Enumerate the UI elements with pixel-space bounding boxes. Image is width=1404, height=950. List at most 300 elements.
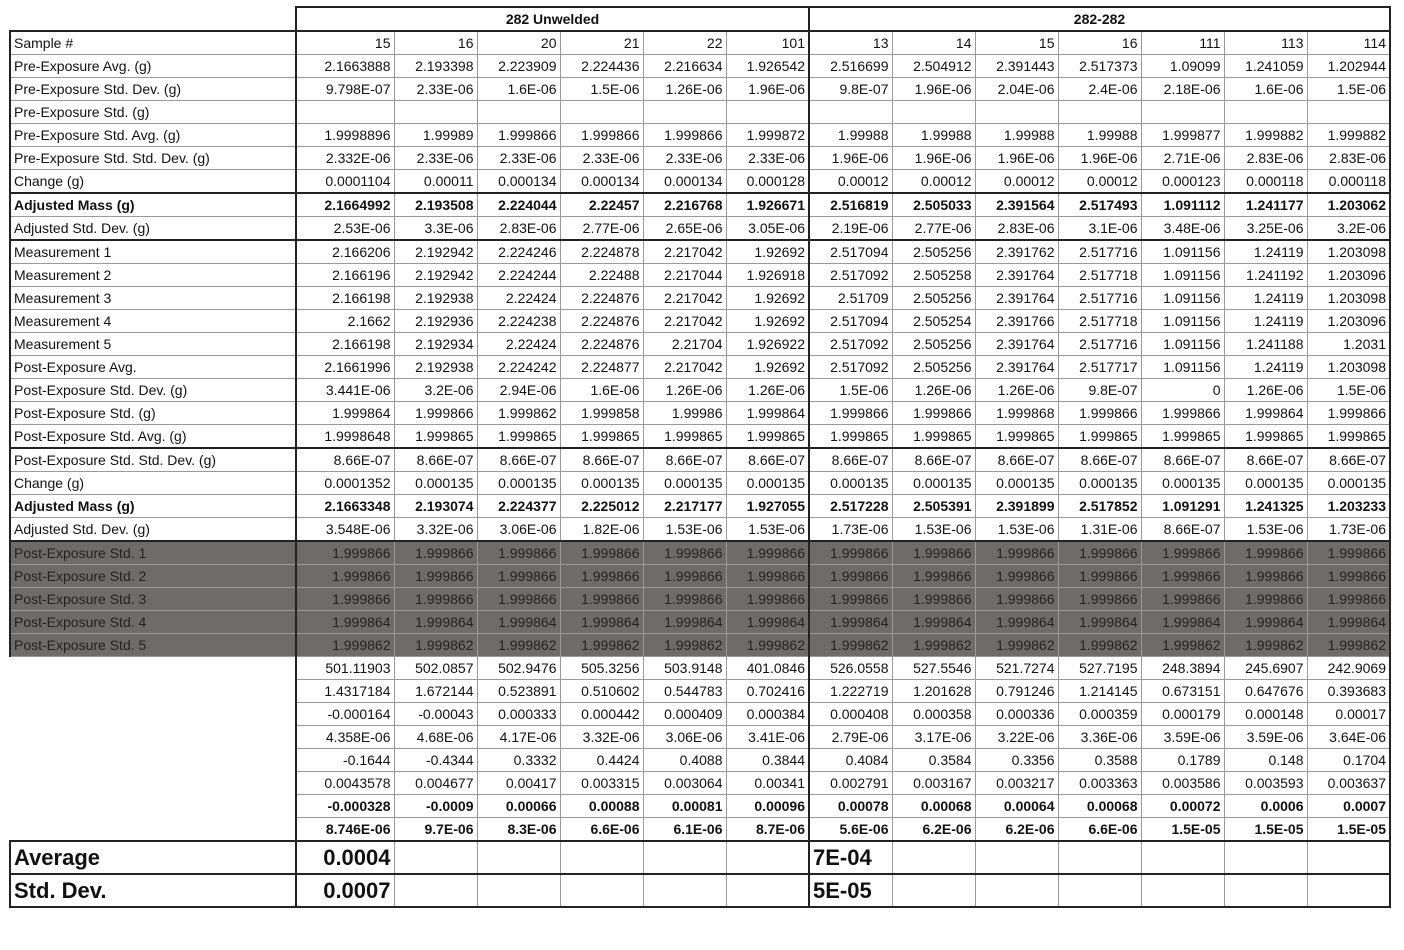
sample-number: 15 <box>975 31 1058 55</box>
data-cell: 2.391764 <box>975 287 1058 310</box>
data-cell: 2.517092 <box>809 356 892 379</box>
empty-cell <box>643 841 726 874</box>
data-cell: 1.999866 <box>477 565 560 588</box>
data-cell: 1.5E-05 <box>1224 818 1307 842</box>
data-cell: 0.00068 <box>1058 795 1141 818</box>
data-cell: 6.2E-06 <box>975 818 1058 842</box>
data-cell: 1.214145 <box>1058 680 1141 703</box>
table-row <box>10 472 1390 495</box>
data-cell: 2.223909 <box>477 55 560 78</box>
data-cell: 8.66E-07 <box>560 448 643 472</box>
data-cell: 505.3256 <box>560 657 643 680</box>
data-cell: 0.510602 <box>560 680 643 703</box>
table-row <box>10 795 1390 818</box>
data-cell: 0.000135 <box>726 472 809 495</box>
data-cell: 8.66E-07 <box>296 448 394 472</box>
data-cell: 1.203096 <box>1307 310 1390 333</box>
data-cell: 1.26E-06 <box>1224 379 1307 402</box>
data-cell: 1.73E-06 <box>1307 518 1390 542</box>
data-cell: 0.000408 <box>809 703 892 726</box>
data-cell: 0.00011 <box>394 170 477 194</box>
data-cell: 2.22424 <box>477 333 560 356</box>
data-cell: 2.192936 <box>394 310 477 333</box>
summary-value-282-282: 5E-05 <box>809 874 892 907</box>
data-cell: 1.999866 <box>296 565 394 588</box>
data-cell: 2.517094 <box>809 310 892 333</box>
data-cell: 1.999864 <box>809 611 892 634</box>
sample-number: 14 <box>892 31 975 55</box>
data-cell: 2.33E-06 <box>643 147 726 170</box>
row-label: Pre-Exposure Std. (g) <box>10 101 296 124</box>
data-cell: 2.83E-06 <box>477 217 560 241</box>
data-table <box>9 6 1391 908</box>
table-row <box>10 448 1390 472</box>
sample-number: 16 <box>394 31 477 55</box>
data-cell: 0.000118 <box>1224 170 1307 194</box>
data-cell: 1.99988 <box>1058 124 1141 147</box>
data-cell: 1.999872 <box>726 124 809 147</box>
data-cell: 2.332E-06 <box>296 147 394 170</box>
data-cell: 1.999862 <box>477 402 560 425</box>
data-cell: 1.82E-06 <box>560 518 643 542</box>
data-cell: 9.8E-07 <box>809 78 892 101</box>
data-cell: 1.999866 <box>726 541 809 565</box>
data-cell: 1.6E-06 <box>1224 78 1307 101</box>
data-cell: 0.0007 <box>1307 795 1390 818</box>
data-cell: 2.4E-06 <box>1058 78 1141 101</box>
data-cell: 0.00096 <box>726 795 809 818</box>
empty-cell <box>1307 874 1390 907</box>
data-cell: 1.203098 <box>1307 287 1390 310</box>
data-cell: 1.73E-06 <box>809 518 892 542</box>
row-label: Post-Exposure Std. 4 <box>10 611 296 634</box>
data-cell: 1.999862 <box>975 634 1058 657</box>
data-cell: 1.999866 <box>394 565 477 588</box>
data-cell: 3.32E-06 <box>560 726 643 749</box>
data-cell: 2.1664992 <box>296 193 394 217</box>
empty-cell <box>892 841 975 874</box>
empty-cell <box>1141 874 1224 907</box>
data-cell: 1.999862 <box>1058 634 1141 657</box>
data-cell: 1.999862 <box>643 634 726 657</box>
row-label <box>10 795 296 818</box>
group-header-282-282: 282-282 <box>809 7 1390 31</box>
data-cell: 1.999866 <box>477 541 560 565</box>
data-cell: 1.96E-06 <box>1058 147 1141 170</box>
empty-cell <box>1224 841 1307 874</box>
data-cell: 0.00017 <box>1307 703 1390 726</box>
data-cell: 2.224877 <box>560 356 643 379</box>
data-cell: 0.00341 <box>726 772 809 795</box>
data-cell: 2.216768 <box>643 193 726 217</box>
table-row <box>10 703 1390 726</box>
table-row <box>10 518 1390 542</box>
row-label <box>10 749 296 772</box>
data-cell: 2.83E-06 <box>975 217 1058 241</box>
row-label <box>10 680 296 703</box>
data-cell: 1.999866 <box>1058 402 1141 425</box>
data-cell: 3.05E-06 <box>726 217 809 241</box>
table-row <box>10 379 1390 402</box>
data-cell <box>1307 101 1390 124</box>
data-cell: 1.999866 <box>1224 588 1307 611</box>
table-row <box>10 495 1390 518</box>
data-cell: 2.224876 <box>560 333 643 356</box>
row-label: Measurement 2 <box>10 264 296 287</box>
row-label <box>10 772 296 795</box>
data-cell: 2.391764 <box>975 333 1058 356</box>
data-cell: 2.166198 <box>296 333 394 356</box>
data-cell: 1.999862 <box>1307 634 1390 657</box>
data-cell: 2.83E-06 <box>1224 147 1307 170</box>
summary-label: Std. Dev. <box>10 874 296 907</box>
row-label: Pre-Exposure Std. Dev. (g) <box>10 78 296 101</box>
data-cell: 2.22457 <box>560 193 643 217</box>
data-cell <box>1058 101 1141 124</box>
row-label <box>10 818 296 842</box>
data-cell: 1.53E-06 <box>975 518 1058 542</box>
data-cell: 2.79E-06 <box>809 726 892 749</box>
data-cell: 2.517373 <box>1058 55 1141 78</box>
data-cell <box>1141 101 1224 124</box>
data-cell: 1.999868 <box>975 402 1058 425</box>
data-cell: 0.000135 <box>1141 472 1224 495</box>
row-label: Measurement 5 <box>10 333 296 356</box>
data-cell: 1.999866 <box>560 124 643 147</box>
data-cell: 0.393683 <box>1307 680 1390 703</box>
summary-value-unwelded: 0.0007 <box>296 874 394 907</box>
data-cell: 1.999864 <box>975 611 1058 634</box>
data-cell: 0.000134 <box>643 170 726 194</box>
data-cell: 1.999866 <box>892 402 975 425</box>
data-cell: 2.166206 <box>296 240 394 264</box>
data-cell: 1.99988 <box>809 124 892 147</box>
data-cell: 2.517493 <box>1058 193 1141 217</box>
data-cell: 1.999865 <box>809 425 892 449</box>
table-row <box>10 264 1390 287</box>
data-cell: 8.66E-07 <box>1307 448 1390 472</box>
data-cell: 1.999864 <box>296 402 394 425</box>
data-cell: 1.999866 <box>643 588 726 611</box>
data-cell: 0.0001352 <box>296 472 394 495</box>
data-cell <box>975 101 1058 124</box>
data-cell: 0.000134 <box>477 170 560 194</box>
empty-cell <box>1058 874 1141 907</box>
data-cell: 0.4424 <box>560 749 643 772</box>
data-cell: 0.00081 <box>643 795 726 818</box>
data-cell: 1.999866 <box>1307 565 1390 588</box>
data-cell: 2.224876 <box>560 287 643 310</box>
data-cell: 526.0558 <box>809 657 892 680</box>
data-cell: 1.24119 <box>1224 356 1307 379</box>
data-cell: 2.33E-06 <box>560 147 643 170</box>
table-row <box>10 634 1390 657</box>
data-cell: 1.999862 <box>560 634 643 657</box>
data-cell: 2.224246 <box>477 240 560 264</box>
empty-cell <box>975 841 1058 874</box>
data-cell: 5.6E-06 <box>809 818 892 842</box>
table-row <box>10 565 1390 588</box>
data-cell: 2.217044 <box>643 264 726 287</box>
row-label: Post-Exposure Std. Avg. (g) <box>10 425 296 449</box>
data-cell: 0.000135 <box>892 472 975 495</box>
empty-cell <box>560 841 643 874</box>
data-cell: 8.66E-07 <box>892 448 975 472</box>
data-cell: 2.225012 <box>560 495 643 518</box>
data-cell: 1.999866 <box>975 541 1058 565</box>
data-cell: 1.96E-06 <box>892 78 975 101</box>
data-cell: 0.647676 <box>1224 680 1307 703</box>
data-cell: 3.25E-06 <box>1224 217 1307 241</box>
data-cell: 2.517717 <box>1058 356 1141 379</box>
data-cell <box>643 101 726 124</box>
data-cell: 0.000442 <box>560 703 643 726</box>
data-cell: 8.66E-07 <box>643 448 726 472</box>
data-cell: 2.193398 <box>394 55 477 78</box>
data-cell: 1.999866 <box>394 541 477 565</box>
data-cell: 2.517852 <box>1058 495 1141 518</box>
data-cell <box>809 101 892 124</box>
data-cell: 1.5E-06 <box>1307 78 1390 101</box>
sample-number: 21 <box>560 31 643 55</box>
data-cell: 2.505033 <box>892 193 975 217</box>
row-label: Adjusted Mass (g) <box>10 495 296 518</box>
summary-row <box>10 874 1390 907</box>
data-cell: 1.53E-06 <box>1224 518 1307 542</box>
data-cell: 1.241059 <box>1224 55 1307 78</box>
data-cell: 3.06E-06 <box>477 518 560 542</box>
table-row <box>10 772 1390 795</box>
data-cell: 2.391564 <box>975 193 1058 217</box>
data-cell: 2.217042 <box>643 287 726 310</box>
row-label: Adjusted Std. Dev. (g) <box>10 518 296 542</box>
data-cell: 0.00064 <box>975 795 1058 818</box>
table-row <box>10 55 1390 78</box>
row-label: Adjusted Std. Dev. (g) <box>10 217 296 241</box>
data-cell: 2.192934 <box>394 333 477 356</box>
data-cell: 1.999865 <box>975 425 1058 449</box>
data-cell: 0.00088 <box>560 795 643 818</box>
data-cell: 2.1663348 <box>296 495 394 518</box>
data-cell: 0.000135 <box>477 472 560 495</box>
data-cell: 3.59E-06 <box>1141 726 1224 749</box>
data-cell: 0.000333 <box>477 703 560 726</box>
empty-cell <box>477 874 560 907</box>
data-cell: 2.192938 <box>394 287 477 310</box>
sample-header-row <box>10 31 1390 55</box>
data-cell: 3.06E-06 <box>643 726 726 749</box>
empty-cell <box>1224 874 1307 907</box>
empty-cell <box>560 874 643 907</box>
data-cell: 2.94E-06 <box>477 379 560 402</box>
data-cell: 0.000135 <box>1058 472 1141 495</box>
data-cell: 1.091156 <box>1141 264 1224 287</box>
data-cell: 1.999882 <box>1307 124 1390 147</box>
data-cell: 2.33E-06 <box>394 147 477 170</box>
data-cell: 1.999866 <box>643 565 726 588</box>
row-label: Post-Exposure Std. (g) <box>10 402 296 425</box>
data-cell: 1.999865 <box>1307 425 1390 449</box>
data-cell: 1.203098 <box>1307 356 1390 379</box>
row-label: Pre-Exposure Std. Std. Dev. (g) <box>10 147 296 170</box>
data-cell: 0.00068 <box>892 795 975 818</box>
data-cell: 0.00012 <box>809 170 892 194</box>
data-cell: 0.544783 <box>643 680 726 703</box>
summary-value-unwelded: 0.0004 <box>296 841 394 874</box>
data-cell: 1.26E-06 <box>892 379 975 402</box>
data-cell: 2.193508 <box>394 193 477 217</box>
data-cell: 1.9998896 <box>296 124 394 147</box>
data-cell: 1.999864 <box>394 611 477 634</box>
data-cell: 9.8E-07 <box>1058 379 1141 402</box>
data-cell: 2.33E-06 <box>726 147 809 170</box>
data-cell: 0 <box>1141 379 1224 402</box>
data-cell: 6.6E-06 <box>560 818 643 842</box>
data-cell: 245.6907 <box>1224 657 1307 680</box>
data-cell: 1.96E-06 <box>892 147 975 170</box>
data-cell: 1.926922 <box>726 333 809 356</box>
data-cell: 1.203096 <box>1307 264 1390 287</box>
data-cell: 3.2E-06 <box>1307 217 1390 241</box>
data-cell: 2.1662 <box>296 310 394 333</box>
data-cell: 3.22E-06 <box>975 726 1058 749</box>
data-cell: 1.999877 <box>1141 124 1224 147</box>
data-cell: 9.7E-06 <box>394 818 477 842</box>
data-cell: 2.51709 <box>809 287 892 310</box>
data-cell: 0.00072 <box>1141 795 1224 818</box>
data-cell: 0.00012 <box>1058 170 1141 194</box>
data-cell: 0.000128 <box>726 170 809 194</box>
data-cell: 1.926671 <box>726 193 809 217</box>
data-cell: 1.6E-06 <box>560 379 643 402</box>
data-cell: -0.4344 <box>394 749 477 772</box>
data-cell: 1.999865 <box>892 425 975 449</box>
data-cell: 0.000179 <box>1141 703 1224 726</box>
data-cell: 1.999864 <box>643 611 726 634</box>
data-cell: 2.505256 <box>892 356 975 379</box>
data-cell: 1.999882 <box>1224 124 1307 147</box>
data-cell: 0.673151 <box>1141 680 1224 703</box>
data-cell: 2.391764 <box>975 264 1058 287</box>
data-cell: 1.53E-06 <box>643 518 726 542</box>
empty-cell <box>726 874 809 907</box>
row-label: Change (g) <box>10 170 296 194</box>
data-cell: 2.391764 <box>975 356 1058 379</box>
data-cell: 1.999864 <box>560 611 643 634</box>
corner-cell <box>10 7 296 31</box>
data-cell: 4.358E-06 <box>296 726 394 749</box>
data-cell: 1.999862 <box>1141 634 1224 657</box>
table-body <box>10 7 1390 907</box>
data-cell: 0.00417 <box>477 772 560 795</box>
row-label: Measurement 4 <box>10 310 296 333</box>
table-row <box>10 193 1390 217</box>
data-cell: 1.999865 <box>643 425 726 449</box>
data-cell: 0.003315 <box>560 772 643 795</box>
data-cell: 2.516699 <box>809 55 892 78</box>
data-cell: 2.505391 <box>892 495 975 518</box>
row-label: Pre-Exposure Avg. (g) <box>10 55 296 78</box>
data-cell: 0.3584 <box>892 749 975 772</box>
data-cell: 527.7195 <box>1058 657 1141 680</box>
empty-cell <box>394 874 477 907</box>
data-cell: 0.00066 <box>477 795 560 818</box>
data-cell: 2.19E-06 <box>809 217 892 241</box>
row-label: Post-Exposure Std. Dev. (g) <box>10 379 296 402</box>
data-cell: 2.216634 <box>643 55 726 78</box>
data-cell: 0.0043578 <box>296 772 394 795</box>
data-cell <box>892 101 975 124</box>
data-cell: 8.66E-07 <box>1058 448 1141 472</box>
data-cell: 1.96E-06 <box>726 78 809 101</box>
row-label: Pre-Exposure Std. Avg. (g) <box>10 124 296 147</box>
data-cell: 1.53E-06 <box>726 518 809 542</box>
data-cell: 1.241192 <box>1224 264 1307 287</box>
table-row <box>10 356 1390 379</box>
data-cell: 1.26E-06 <box>643 379 726 402</box>
data-cell: 1.241325 <box>1224 495 1307 518</box>
data-cell: 8.66E-07 <box>726 448 809 472</box>
data-cell: 1.999864 <box>477 611 560 634</box>
data-cell: 6.6E-06 <box>1058 818 1141 842</box>
data-cell: 1.999865 <box>394 425 477 449</box>
data-cell: 503.9148 <box>643 657 726 680</box>
table-row <box>10 749 1390 772</box>
data-cell: 1.92692 <box>726 287 809 310</box>
data-cell: 6.2E-06 <box>892 818 975 842</box>
data-cell: 1.2031 <box>1307 333 1390 356</box>
data-cell: 2.33E-06 <box>477 147 560 170</box>
data-cell: 2.77E-06 <box>560 217 643 241</box>
row-label: Measurement 1 <box>10 240 296 264</box>
data-cell: 401.0846 <box>726 657 809 680</box>
data-cell: 2.517718 <box>1058 310 1141 333</box>
data-cell: 2.517718 <box>1058 264 1141 287</box>
data-cell: 1.24119 <box>1224 287 1307 310</box>
data-cell: 0.000384 <box>726 703 809 726</box>
data-cell: 2.224238 <box>477 310 560 333</box>
data-cell: 2.505256 <box>892 333 975 356</box>
data-cell: 8.3E-06 <box>477 818 560 842</box>
sample-number: 111 <box>1141 31 1224 55</box>
data-cell: 1.999866 <box>726 588 809 611</box>
data-cell: 1.091156 <box>1141 356 1224 379</box>
table-row <box>10 425 1390 449</box>
data-cell: 1.999862 <box>1224 634 1307 657</box>
data-cell: 1.5E-05 <box>1307 818 1390 842</box>
data-cell: 0.000135 <box>1224 472 1307 495</box>
data-cell: 2.192942 <box>394 264 477 287</box>
data-cell: 0.00012 <box>975 170 1058 194</box>
data-cell: 0.004677 <box>394 772 477 795</box>
data-cell: 0.003593 <box>1224 772 1307 795</box>
data-cell: 1.999866 <box>1141 402 1224 425</box>
data-cell: 2.224876 <box>560 310 643 333</box>
data-cell: 1.999866 <box>477 124 560 147</box>
data-cell: 3.3E-06 <box>394 217 477 241</box>
data-cell: 1.999864 <box>1224 402 1307 425</box>
data-cell: 1.999865 <box>1141 425 1224 449</box>
data-cell: 2.391766 <box>975 310 1058 333</box>
table-row <box>10 541 1390 565</box>
sample-number: 22 <box>643 31 726 55</box>
data-cell: 2.517716 <box>1058 240 1141 264</box>
row-label: Post-Exposure Std. 3 <box>10 588 296 611</box>
data-cell: 2.517092 <box>809 333 892 356</box>
empty-cell <box>726 841 809 874</box>
data-cell: 0.000135 <box>809 472 892 495</box>
data-cell: 1.999865 <box>726 425 809 449</box>
